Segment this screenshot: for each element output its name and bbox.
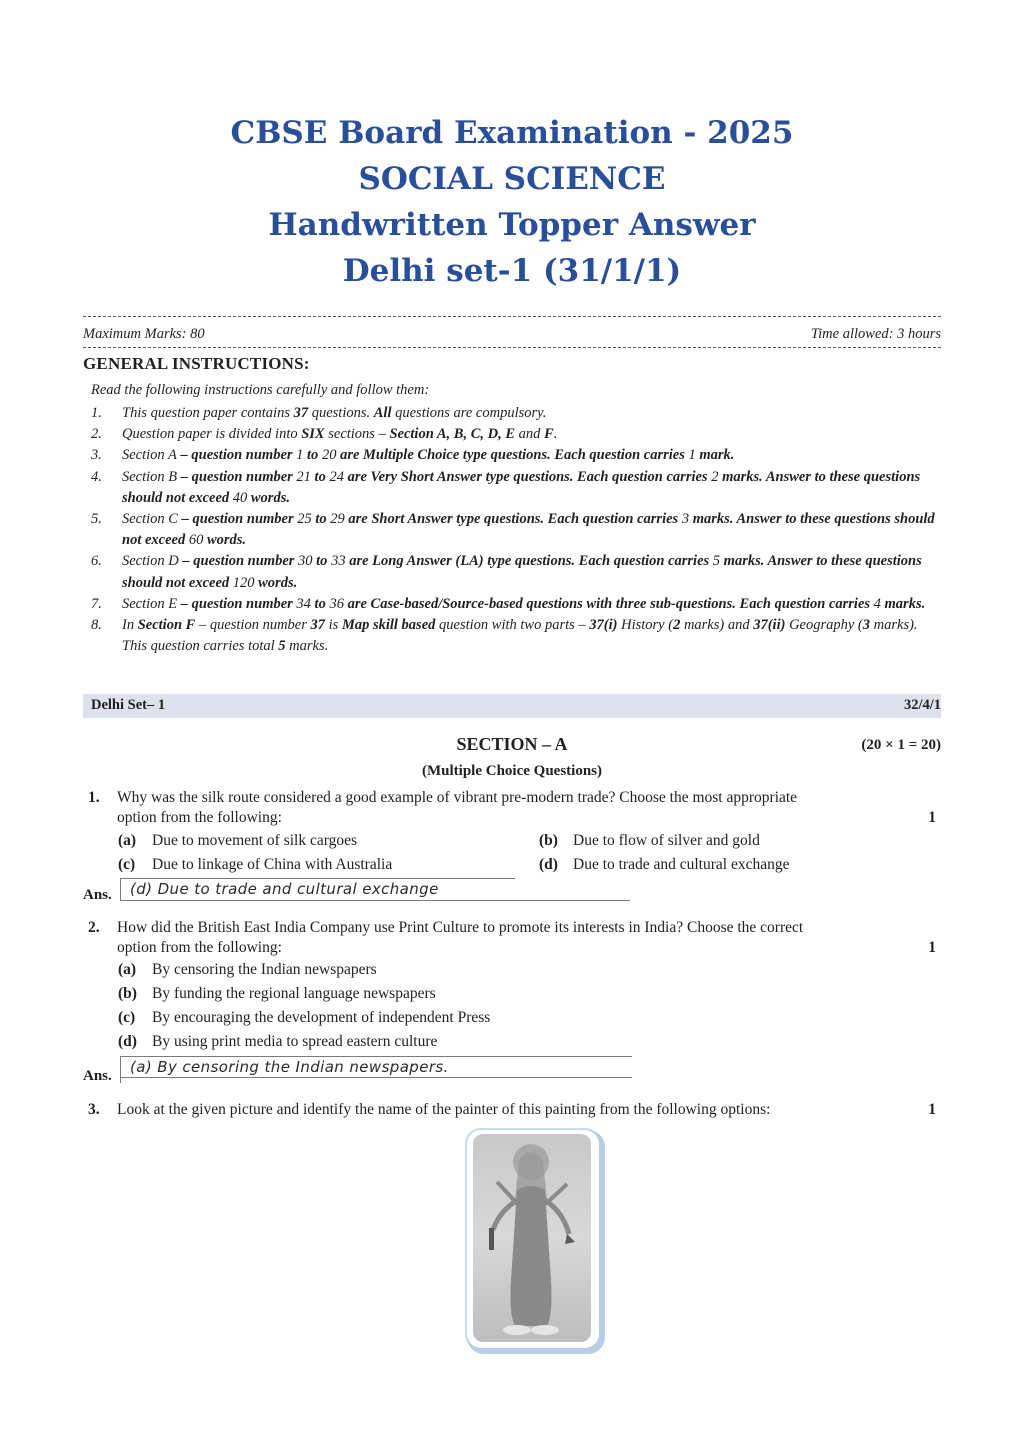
question-number: 1. bbox=[88, 789, 100, 806]
q2-option-c: (c) By encouraging the development of independent Press bbox=[118, 1009, 491, 1026]
instruction-text: History ( bbox=[617, 617, 674, 634]
exam-title: CBSE Board Examination - 2025 bbox=[230, 115, 794, 151]
q2-option-b: (b) By funding the regional language newspapers bbox=[118, 985, 436, 1002]
instruction-text: 20 bbox=[321, 447, 337, 464]
section-title: SECTION – A bbox=[456, 734, 568, 754]
subject-title: SOCIAL SCIENCE bbox=[358, 161, 666, 197]
instruction-emphasis: are Case-based/Source-based questions with three sub-questions. Each question carries bbox=[343, 595, 874, 612]
instruction-emphasis: marks. Answer to these questions should not exceed bbox=[122, 468, 921, 506]
instruction-emphasis: – question number bbox=[177, 511, 298, 528]
instruction-text: 36 bbox=[329, 595, 344, 612]
q1-option-a: (a) Due to movement of silk cargoes bbox=[118, 832, 358, 849]
question-marks: 1 bbox=[928, 809, 936, 826]
instruction-number: 7. bbox=[91, 595, 102, 612]
set-title: Delhi set-1 (31/1/1) bbox=[342, 253, 682, 289]
q1-answer-box-side bbox=[120, 878, 121, 900]
instruction-emphasis: are Very Short Answer type questions. Each question carries bbox=[343, 468, 712, 485]
question-number: 3. bbox=[88, 1101, 100, 1118]
instruction-text: marks. bbox=[285, 638, 329, 655]
instruction-text: 2 bbox=[711, 468, 719, 485]
instruction-emphasis: 37 bbox=[293, 405, 309, 421]
set-bar-code: 32/4/1 bbox=[903, 697, 941, 713]
question-text-line-2: option from the following: bbox=[117, 938, 282, 956]
instruction-item bbox=[91, 445, 943, 466]
time-allowed: Time allowed: 3 hours bbox=[810, 326, 941, 342]
instruction-number: 4. bbox=[91, 468, 102, 485]
instruction-item bbox=[91, 467, 943, 509]
document-title-block bbox=[0, 110, 1024, 294]
instruction-text: 21 bbox=[296, 468, 311, 485]
divider-top bbox=[83, 316, 941, 317]
painting-image bbox=[467, 1130, 599, 1348]
instruction-emphasis: – question number bbox=[177, 468, 297, 485]
instruction-emphasis: to bbox=[303, 447, 322, 464]
instruction-item bbox=[91, 551, 943, 593]
instruction-number: 5. bbox=[91, 511, 102, 528]
set-bar bbox=[83, 694, 941, 718]
instructions-intro: Read the following instructions carefully and follow them: bbox=[91, 382, 430, 398]
instruction-text: Section E bbox=[122, 595, 178, 612]
q2-handwritten-answer: (a) By censoring the Indian newspapers. bbox=[130, 1058, 449, 1076]
question-number: 2. bbox=[88, 919, 100, 936]
instruction-text: 34 bbox=[296, 595, 311, 612]
instruction-emphasis: 3 bbox=[862, 617, 871, 634]
instruction-text: 1 bbox=[688, 447, 696, 464]
q2-answer-box-bottom bbox=[120, 1077, 632, 1078]
q2-option-a: (a) By censoring the Indian newspapers bbox=[118, 961, 377, 978]
instruction-emphasis: F bbox=[544, 426, 554, 443]
q2-answer-box-top bbox=[120, 1056, 632, 1057]
instruction-text: 24 bbox=[329, 468, 344, 485]
instruction-emphasis: marks. bbox=[880, 595, 926, 612]
instruction-text: 40 bbox=[232, 489, 248, 506]
instruction-emphasis: 37(i) bbox=[589, 617, 618, 634]
instruction-text: questions are compulsory. bbox=[391, 405, 547, 421]
instruction-text: – question number bbox=[195, 617, 311, 634]
instruction-emphasis: – question number bbox=[177, 595, 297, 612]
instruction-text: Section D bbox=[122, 553, 179, 570]
instruction-emphasis: Section F bbox=[137, 617, 196, 634]
instruction-text: 4 bbox=[873, 595, 881, 612]
instruction-text: is bbox=[325, 617, 342, 634]
instruction-text: Section C bbox=[122, 511, 178, 528]
instruction-emphasis: mark. bbox=[695, 447, 735, 464]
marks-time-row bbox=[83, 326, 941, 346]
instruction-text: 30 bbox=[298, 553, 313, 570]
q1-answer-label: Ans. bbox=[83, 887, 112, 903]
instruction-text: marks) and bbox=[680, 617, 754, 634]
question-1 bbox=[83, 788, 941, 827]
instruction-text: Section A bbox=[122, 447, 177, 464]
instruction-emphasis: words. bbox=[203, 532, 247, 549]
instruction-text: 120 bbox=[232, 574, 255, 591]
instruction-emphasis: Section A, B, C, D, E bbox=[389, 426, 516, 443]
instruction-text: questions. bbox=[308, 405, 374, 421]
instruction-emphasis: to bbox=[311, 511, 331, 528]
question-3 bbox=[83, 1100, 941, 1120]
question-text-line-1: How did the British East India Company use Print Culture to promote its interests in India? Choose the correct bbox=[117, 919, 804, 936]
instruction-emphasis: 5 bbox=[278, 638, 286, 655]
question-2 bbox=[83, 918, 941, 957]
instruction-text: This question paper contains bbox=[122, 405, 294, 421]
instruction-number: 6. bbox=[91, 553, 102, 570]
q1-option-d: (d) Due to trade and cultural exchange bbox=[539, 856, 790, 873]
instruction-emphasis: 37(ii) bbox=[753, 617, 786, 634]
instruction-emphasis: All bbox=[373, 405, 392, 421]
instruction-text: 3 bbox=[681, 511, 690, 528]
instruction-text: Question paper is divided into bbox=[122, 426, 302, 443]
instruction-emphasis: – question number bbox=[178, 553, 299, 570]
instruction-text: question with two parts – bbox=[435, 617, 590, 634]
instruction-number: 8. bbox=[91, 617, 102, 634]
instruction-text: In bbox=[122, 617, 138, 634]
instruction-emphasis: words. bbox=[254, 574, 298, 591]
instruction-number: 3. bbox=[91, 447, 102, 464]
instruction-text: 25 bbox=[297, 511, 312, 528]
instruction-emphasis: 2 bbox=[673, 617, 681, 634]
instructions-heading: GENERAL INSTRUCTIONS: bbox=[83, 354, 310, 373]
maximum-marks: Maximum Marks: 80 bbox=[83, 326, 205, 342]
instruction-emphasis: to bbox=[312, 553, 332, 570]
painting-artwork bbox=[467, 1130, 599, 1348]
answer-type-title: Handwritten Topper Answer bbox=[268, 207, 756, 243]
instruction-item bbox=[91, 509, 943, 551]
q2-answer-label: Ans. bbox=[83, 1068, 112, 1084]
instruction-text: Geography ( bbox=[785, 617, 863, 634]
question-marks: 1 bbox=[928, 1101, 936, 1118]
q2-answer-box-side bbox=[120, 1056, 121, 1083]
question-text-line-2: option from the following: bbox=[117, 808, 282, 826]
instruction-text: sections – bbox=[324, 426, 390, 443]
instruction-emphasis: 37 bbox=[310, 617, 326, 634]
q1-answer-box-bottom bbox=[120, 900, 630, 901]
instruction-text: marks). This question carries total bbox=[122, 617, 918, 655]
q1-handwritten-answer: (d) Due to trade and cultural exchange bbox=[130, 880, 439, 898]
instruction-item bbox=[91, 594, 943, 615]
instruction-text: 5 bbox=[712, 553, 721, 570]
set-bar-label: Delhi Set– 1 bbox=[91, 697, 166, 713]
instruction-emphasis: – question number bbox=[176, 447, 297, 464]
instruction-emphasis: words. bbox=[247, 489, 290, 506]
instruction-emphasis: are Long Answer (LA) type questions. Each question carries bbox=[345, 553, 713, 570]
instruction-emphasis: are Multiple Choice type questions. Each question carries bbox=[336, 447, 689, 464]
instruction-number: 1. bbox=[91, 405, 102, 421]
section-subtitle: (Multiple Choice Questions) bbox=[422, 763, 602, 779]
instruction-item bbox=[91, 424, 943, 445]
instruction-emphasis: to bbox=[310, 595, 330, 612]
q1-option-b: (b) Due to flow of silver and gold bbox=[539, 832, 760, 849]
divider-bottom bbox=[83, 347, 941, 348]
q1-answer-box-top bbox=[120, 878, 515, 879]
instruction-text: Section B bbox=[122, 468, 178, 485]
instruction-emphasis: are Short Answer type questions. Each question carries bbox=[344, 511, 682, 528]
section-marks: (20 × 1 = 20) bbox=[861, 737, 941, 753]
instruction-text: and bbox=[515, 426, 545, 443]
instruction-item bbox=[91, 403, 943, 424]
question-text-line-1: Look at the given picture and identify the name of the painter of this painting from the following options: bbox=[117, 1101, 771, 1118]
question-text-line-1: Why was the silk route considered a good example of vibrant pre-modern trade? Choose the most appropriate bbox=[117, 789, 798, 806]
instructions-list bbox=[91, 403, 943, 657]
instruction-text: 1 bbox=[296, 447, 304, 464]
instruction-emphasis: marks. Answer to these questions should not exceed bbox=[122, 511, 935, 549]
instruction-item bbox=[91, 615, 943, 657]
instruction-emphasis: SIX bbox=[301, 426, 325, 443]
instruction-text: 29 bbox=[330, 511, 345, 528]
instruction-text: 60 bbox=[188, 532, 204, 549]
q2-option-d: (d) By using print media to spread eastern culture bbox=[118, 1033, 438, 1050]
instruction-emphasis: to bbox=[310, 468, 330, 485]
instruction-emphasis: marks. Answer to these questions should not exceed bbox=[122, 553, 922, 591]
question-marks: 1 bbox=[928, 939, 936, 956]
q1-option-c: (c) Due to linkage of China with Australia bbox=[118, 856, 393, 873]
instruction-text: 33 bbox=[331, 553, 346, 570]
instruction-emphasis: Map skill based bbox=[341, 617, 436, 634]
instruction-text: . bbox=[553, 426, 558, 443]
instruction-number: 2. bbox=[91, 426, 102, 443]
